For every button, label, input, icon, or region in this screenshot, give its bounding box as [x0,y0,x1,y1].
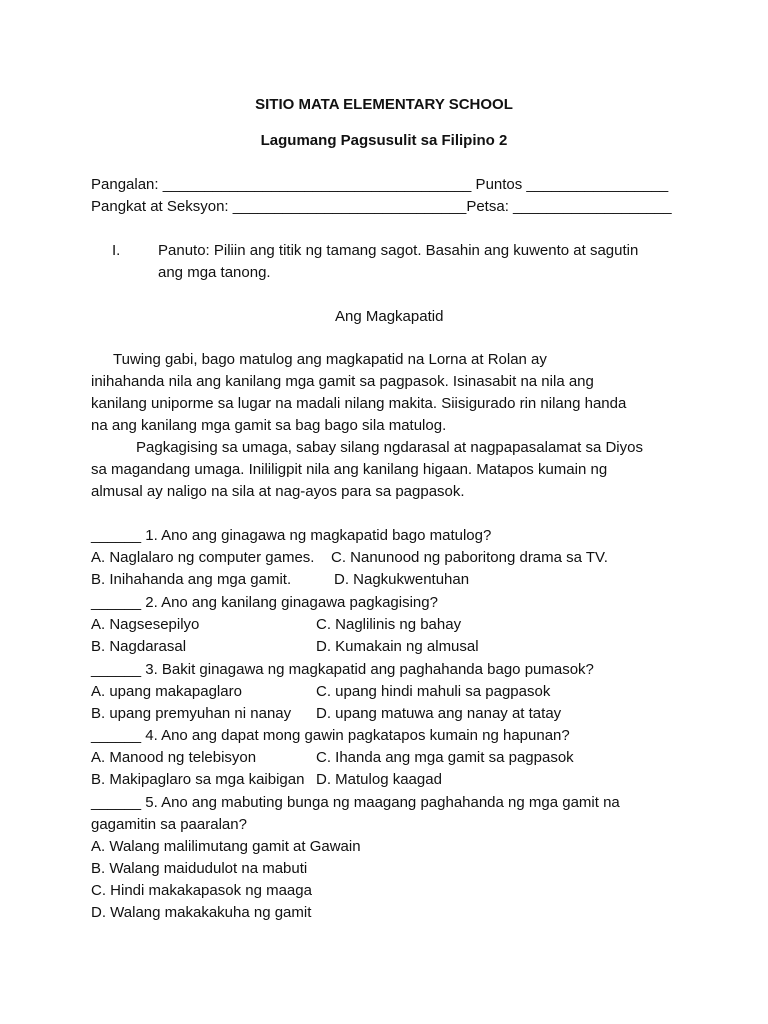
choice-4d: D. Matulog kaagad [316,771,442,788]
choice-1d: D. Nagkukwentuhan [334,571,470,588]
choice-4c: C. Ihanda ang mga gamit sa pagpasok [316,749,574,766]
choice-2d: D. Kumakain ng almusal [316,638,479,655]
question-3: ______ 3. Bakit ginagawa ng magkapatid ang paghahanda bago pumasok? [91,661,594,678]
section-date-field: Pangkat at Seksyon: ____________________________Petsa: ___________________ [91,198,672,215]
choice-3c: C. upang hindi mahuli sa pagpasok [316,683,551,700]
story-line: Tuwing gabi, bago matulog ang magkapatid na Lorna at Rolan ay [113,351,547,368]
choice-5a: A. Walang malilimutang gamit at Gawain [91,838,361,855]
question-2: ______ 2. Ano ang kanilang ginagawa pagkagising? [91,594,438,611]
choice-4a: A. Manood ng telebisyon [91,749,257,766]
story-line: inihahanda nila ang kanilang mga gamit sa pagpasok. Isinasabit na nila ang [91,373,594,390]
choice-5b: B. Walang maidudulot na mabuti [91,860,308,877]
choice-3a: A. upang makapaglaro [91,683,242,700]
choice-2a: A. Nagsesepilyo [91,616,200,633]
choice-3d: D. upang matuwa ang nanay at tatay [316,705,562,722]
choice-1c: C. Nanunood ng paboritong drama sa TV. [331,549,608,566]
school-name: SITIO MATA ELEMENTARY SCHOOL [255,96,513,113]
story-line: Pagkagising sa umaga, sabay silang ngdarasal at nagpapasalamat sa Diyos [136,439,643,456]
choice-4b: B. Makipaglaro sa mga kaibigan [91,771,305,788]
exam-title: Lagumang Pagsusulit sa Filipino 2 [260,132,508,149]
story-line: almusal ay naligo na sila at nag-ayos para sa pagpasok. [91,483,465,500]
choice-5c: C. Hindi makakapasok ng maaga [91,882,312,899]
instruction-numeral: I. [112,242,121,259]
choice-1b: B. Inihahanda ang mga gamit. [91,571,292,588]
choice-1a: A. Naglalaro ng computer games. [91,549,315,566]
question-1: ______ 1. Ano ang ginagawa ng magkapatid bago matulog? [91,527,492,544]
instruction-line-2: ang mga tanong. [158,264,271,281]
question-5-line-2: gagamitin sa paaralan? [91,816,247,833]
name-score-field: Pangalan: _____________________________________ Puntos _________________ [91,176,669,193]
choice-5d: D. Walang makakakuha ng gamit [91,904,312,921]
choice-2c: C. Naglilinis ng bahay [316,616,462,633]
instruction-line-1: Panuto: Piliin ang titik ng tamang sagot. Basahin ang kuwento at sagutin [158,242,639,259]
choice-2b: B. Nagdarasal [91,638,187,655]
question-4: ______ 4. Ano ang dapat mong gawin pagkatapos kumain ng hapunan? [91,727,570,744]
story-line: kanilang uniporme sa lugar na madali nilang makita. Siisigurado rin nilang handa [91,395,627,412]
story-title: Ang Magkapatid [335,308,444,325]
story-line: na ang kanilang mga gamit sa bag bago sila matulog. [91,417,447,434]
question-5-line-1: ______ 5. Ano ang mabuting bunga ng maagang paghahanda ng mga gamit na [91,794,620,811]
story-line: sa magandang umaga. Inililigpit nila ang kanilang higaan. Matapos kumain ng [91,461,608,478]
choice-3b: B. upang premyuhan ni nanay [91,705,292,722]
